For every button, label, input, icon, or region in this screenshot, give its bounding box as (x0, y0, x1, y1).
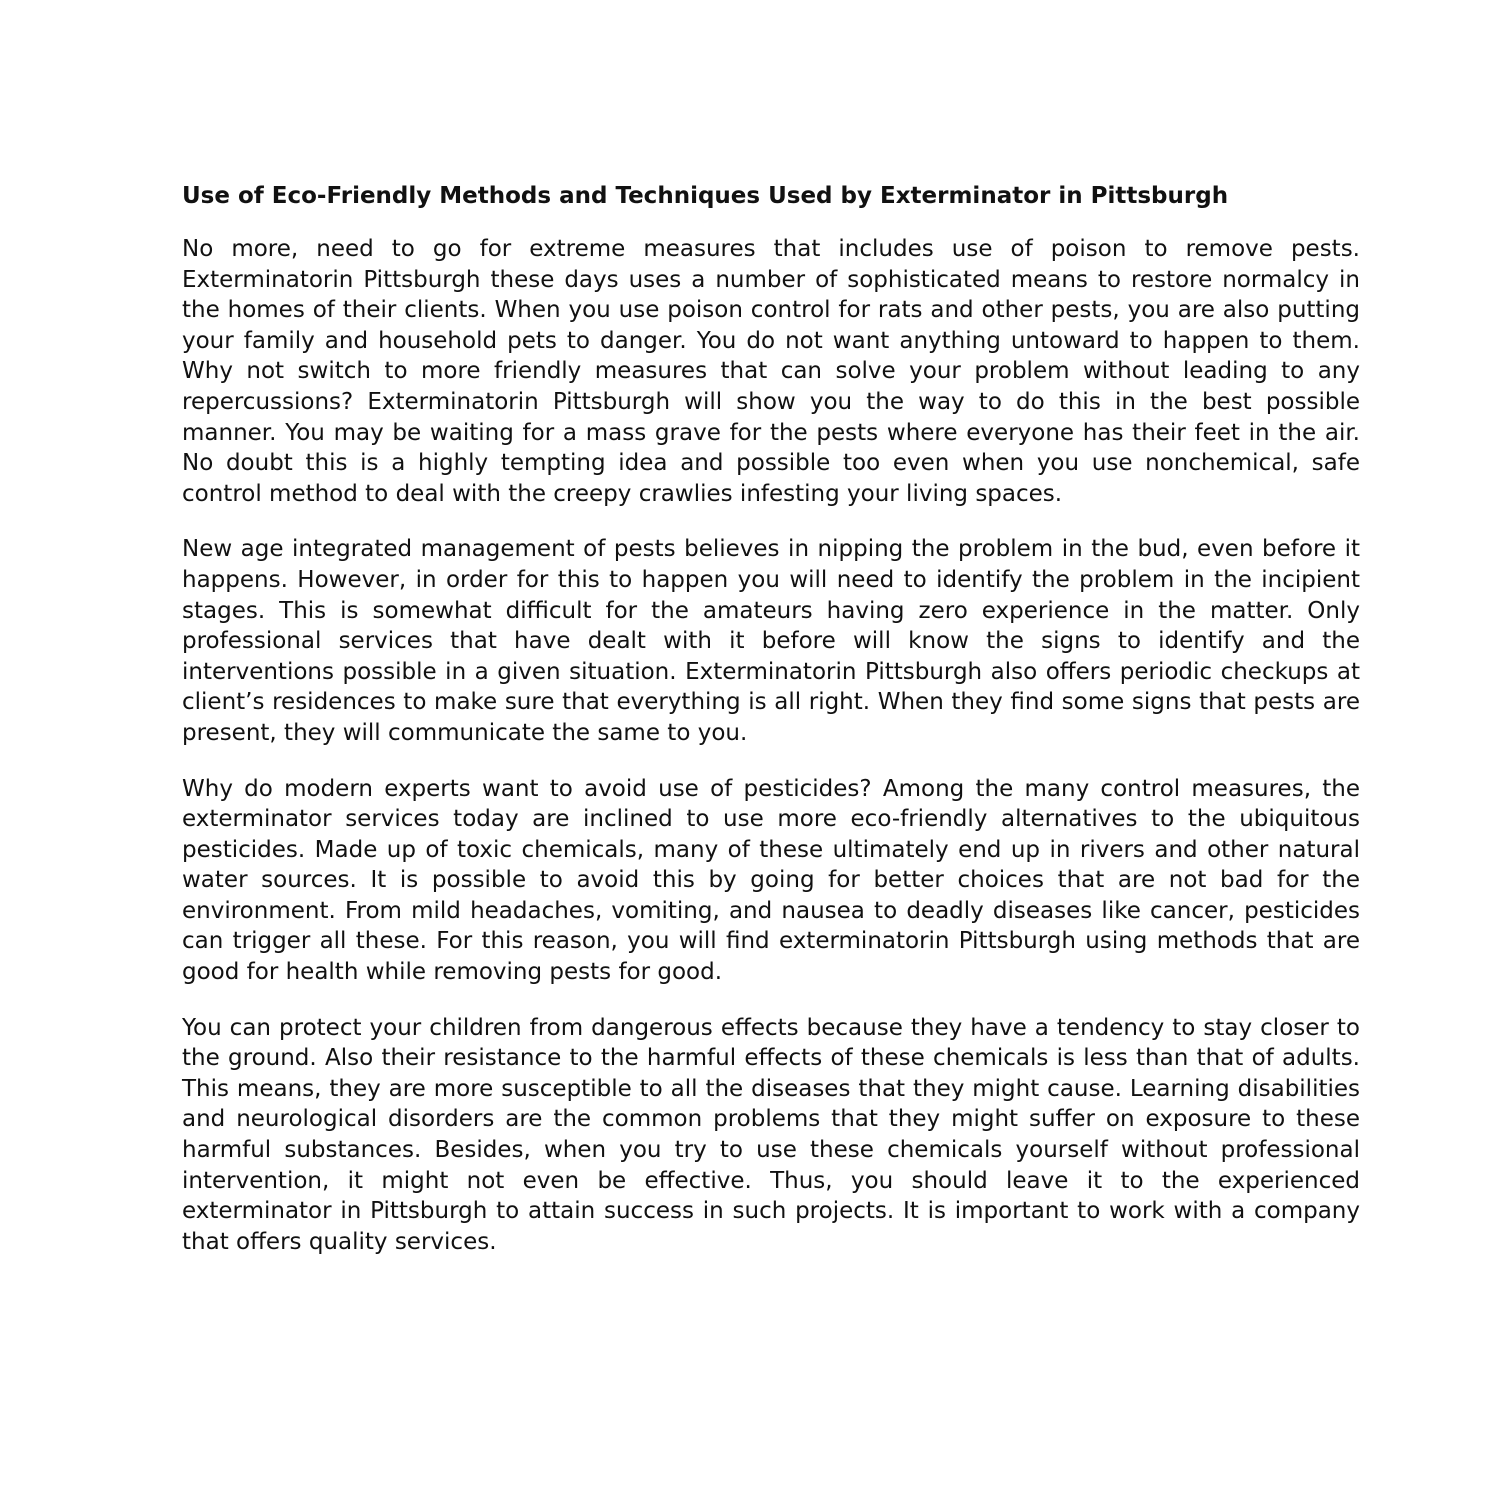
paragraph-3: Why do modern experts want to avoid use of pesticides? Among the many control measures, the exterminator services today are inclined to use more eco-friendly alternatives to the ubiquitous pesticides. Made up of toxic chemicals, many of these ultimately end up in rivers and other natural water sources. It is possible to avoid this by going for better choices that are not bad for the environment. From mild headaches, vomiting, and nausea to deadly diseases like cancer, pesticides can trigger all these. For this reason, you will find exterminatorin Pittsburgh using methods that are good for health while removing pests for good. (182, 775, 1360, 986)
document-page (182, 180, 1360, 1282)
document-title: Use of Eco-Friendly Methods and Techniques Used by Exterminator in Pittsburgh (182, 183, 1229, 209)
paragraph-1: No more, need to go for extreme measures that includes use of poison to remove pests. Exterminatorin Pittsburgh these days uses a number of sophisticated means to restore normalcy in the homes of their clients. When you use poison control for rats and other pests, you are also putting your family and household pets to danger. You do not want anything untoward to happen to them. Why not switch to more friendly measures that can solve your problem without leading to any repercussions? Exterminatorin Pittsburgh will show you the way to do this in the best possible manner. You may be waiting for a mass grave for the pests where everyone has their feet in the air. No doubt this is a highly tempting idea and possible too even when you use nonchemical, safe control method to deal with the creepy crawlies infesting your living spaces. (182, 236, 1360, 507)
paragraph-2: New age integrated management of pests believes in nipping the problem in the bud, even before it happens. However, in order for this to happen you will need to identify the problem in the incipient stages. This is somewhat difficult for the amateurs having zero experience in the matter. Only professional services that have dealt with it before will know the signs to identify and the interventions possible in a given situation. Exterminatorin Pittsburgh also offers periodic checkups at client’s residences to make sure that everything is all right. When they find some signs that pests are present, they will communicate the same to you. (182, 536, 1360, 746)
paragraph-4: You can protect your children from dangerous effects because they have a tendency to stay closer to the ground. Also their resistance to the harmful effects of these chemicals is less than that of adults. This means, they are more susceptible to all the diseases that they might cause. Learning disabilities and neurological disorders are the common problems that they might suffer on exposure to these harmful substances. Besides, when you try to use these chemicals yourself without professional intervention, it might not even be effective. Thus, you should leave it to the experienced exterminator in Pittsburgh to attain success in such projects. It is important to work with a company that offers quality services. (182, 1014, 1360, 1255)
